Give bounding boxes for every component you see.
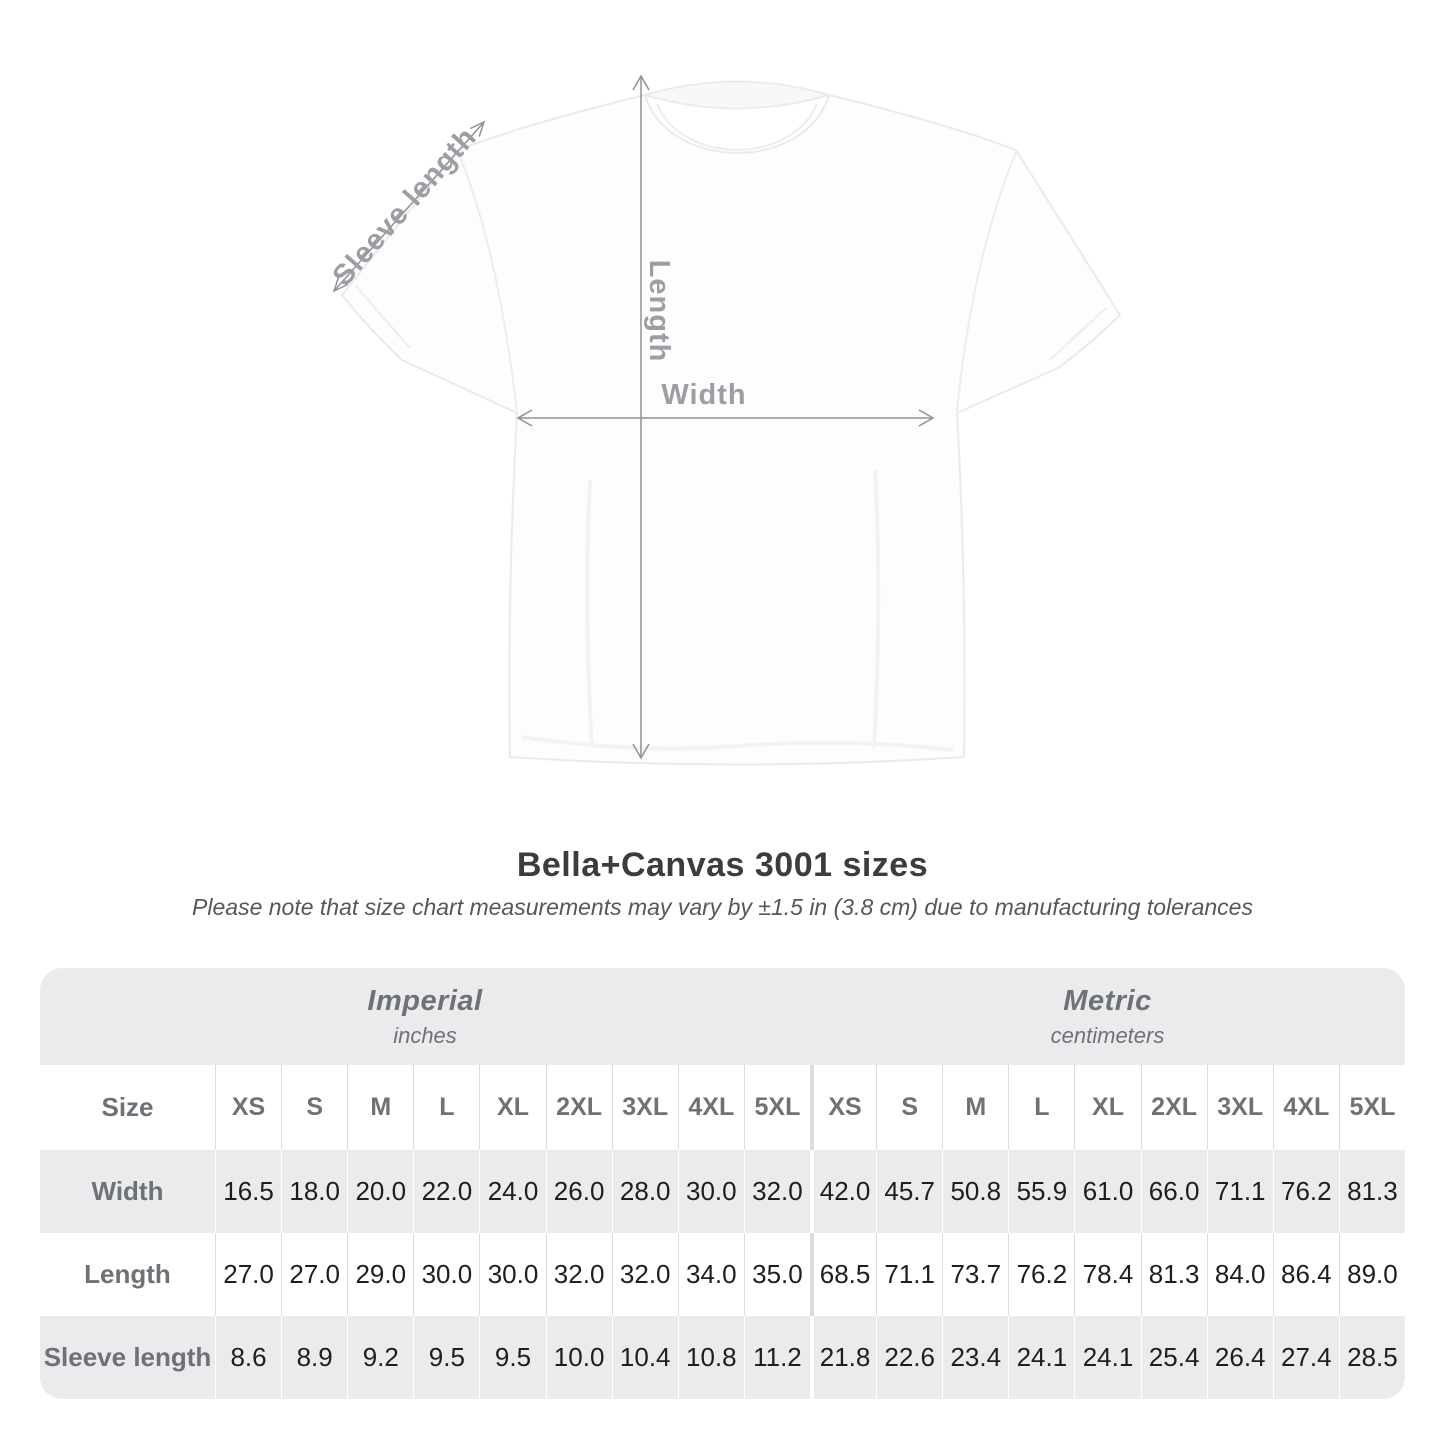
column-header-5xl-imperial: 5XL bbox=[744, 1065, 810, 1150]
cell-length-imperial-4xl: 34.0 bbox=[678, 1233, 744, 1316]
cell-width-metric-4xl: 76.2 bbox=[1273, 1150, 1339, 1233]
cell-sleeve-length-metric-xs: 21.8 bbox=[810, 1316, 876, 1399]
tshirt-outline bbox=[342, 95, 1120, 765]
cell-length-imperial-2xl: 32.0 bbox=[546, 1233, 612, 1316]
cell-sleeve-length-imperial-m: 9.2 bbox=[347, 1316, 413, 1399]
cell-width-metric-3xl: 71.1 bbox=[1207, 1150, 1273, 1233]
column-header-3xl-imperial: 3XL bbox=[612, 1065, 678, 1150]
cell-width-metric-2xl: 66.0 bbox=[1141, 1150, 1207, 1233]
column-header-xl-metric: XL bbox=[1074, 1065, 1140, 1150]
cell-sleeve-length-metric-4xl: 27.4 bbox=[1273, 1316, 1339, 1399]
cell-width-imperial-m: 20.0 bbox=[347, 1150, 413, 1233]
cell-sleeve-length-metric-5xl: 28.5 bbox=[1339, 1316, 1405, 1399]
cell-sleeve-length-imperial-xs: 8.6 bbox=[215, 1316, 281, 1399]
group-unit: centimeters bbox=[1050, 1022, 1165, 1048]
row-label-length: Length bbox=[84, 1259, 171, 1289]
cell-length-metric-5xl: 89.0 bbox=[1339, 1233, 1405, 1316]
cell-sleeve-length-metric-2xl: 25.4 bbox=[1141, 1316, 1207, 1399]
tolerance-note: Please note that size chart measurements may vary by ±1.5 in (3.8 cm) due to manufacturing tolerances bbox=[192, 894, 1253, 920]
group-unit: inches bbox=[393, 1022, 457, 1048]
length-label: Length bbox=[642, 259, 675, 363]
cell-width-imperial-2xl: 26.0 bbox=[546, 1150, 612, 1233]
cell-sleeve-length-metric-l: 24.1 bbox=[1008, 1316, 1074, 1399]
cell-length-metric-xs: 68.5 bbox=[810, 1233, 876, 1316]
cell-width-metric-5xl: 81.3 bbox=[1339, 1150, 1405, 1233]
group-label: Metric bbox=[1063, 984, 1152, 1017]
cell-length-imperial-m: 29.0 bbox=[347, 1233, 413, 1316]
cell-width-imperial-3xl: 28.0 bbox=[612, 1150, 678, 1233]
column-header-xl-imperial: XL bbox=[479, 1065, 545, 1150]
cell-length-metric-3xl: 84.0 bbox=[1207, 1233, 1273, 1316]
cell-length-imperial-5xl: 35.0 bbox=[744, 1233, 810, 1316]
width-label: Width bbox=[661, 379, 747, 411]
column-header-2xl-imperial: 2XL bbox=[546, 1065, 612, 1150]
column-header-m-imperial: M bbox=[347, 1065, 413, 1150]
corner-header-size: Size bbox=[101, 1092, 154, 1122]
cell-width-imperial-5xl: 32.0 bbox=[744, 1150, 810, 1233]
cell-sleeve-length-imperial-4xl: 10.8 bbox=[678, 1316, 744, 1399]
cell-sleeve-length-imperial-5xl: 11.2 bbox=[744, 1316, 810, 1399]
cell-sleeve-length-imperial-s: 8.9 bbox=[281, 1316, 347, 1399]
row-label-width: Width bbox=[40, 1150, 215, 1233]
cell-width-metric-xs: 42.0 bbox=[810, 1150, 876, 1233]
cell-width-imperial-xl: 24.0 bbox=[479, 1150, 545, 1233]
group-header-metric bbox=[810, 968, 1405, 1065]
cell-width-imperial-l: 22.0 bbox=[413, 1150, 479, 1233]
column-header-4xl-imperial: 4XL bbox=[678, 1065, 744, 1150]
cell-length-imperial-xs: 27.0 bbox=[215, 1233, 281, 1316]
cell-length-imperial-l: 30.0 bbox=[413, 1233, 479, 1316]
cell-length-imperial-s: 27.0 bbox=[281, 1233, 347, 1316]
cell-width-imperial-xs: 16.5 bbox=[215, 1150, 281, 1233]
cell-sleeve-length-imperial-3xl: 10.4 bbox=[612, 1316, 678, 1399]
sleeve-length-label: Sleeve length bbox=[326, 121, 484, 293]
cell-sleeve-length-metric-3xl: 26.4 bbox=[1207, 1316, 1273, 1399]
group-header-imperial bbox=[40, 968, 810, 1065]
collar-back bbox=[645, 82, 829, 109]
cell-length-metric-s: 71.1 bbox=[876, 1233, 942, 1316]
cell-sleeve-length-imperial-l: 9.5 bbox=[413, 1316, 479, 1399]
cell-sleeve-length-metric-xl: 24.1 bbox=[1074, 1316, 1140, 1399]
column-header-3xl-metric: 3XL bbox=[1207, 1065, 1273, 1150]
cell-length-imperial-3xl: 32.0 bbox=[612, 1233, 678, 1316]
cell-length-metric-m: 73.7 bbox=[942, 1233, 1008, 1316]
column-header-5xl-metric: 5XL bbox=[1339, 1065, 1405, 1150]
cell-sleeve-length-metric-s: 22.6 bbox=[876, 1316, 942, 1399]
cell-sleeve-length-imperial-xl: 9.5 bbox=[479, 1316, 545, 1399]
cell-sleeve-length-imperial-2xl: 10.0 bbox=[546, 1316, 612, 1399]
cell-length-metric-xl: 78.4 bbox=[1074, 1233, 1140, 1316]
column-header-l-imperial: L bbox=[413, 1065, 479, 1150]
column-header-s-metric: S bbox=[876, 1065, 942, 1150]
cell-length-metric-2xl: 81.3 bbox=[1141, 1233, 1207, 1316]
column-header-s-imperial: S bbox=[281, 1065, 347, 1150]
cell-length-metric-l: 76.2 bbox=[1008, 1233, 1074, 1316]
cell-width-imperial-s: 18.0 bbox=[281, 1150, 347, 1233]
column-header-m-metric: M bbox=[942, 1065, 1008, 1150]
cell-width-metric-s: 45.7 bbox=[876, 1150, 942, 1233]
column-header-xs-metric: XS bbox=[810, 1065, 876, 1150]
cell-width-metric-l: 55.9 bbox=[1008, 1150, 1074, 1233]
size-table bbox=[40, 968, 1405, 1399]
cell-length-metric-4xl: 86.4 bbox=[1273, 1233, 1339, 1316]
cell-width-metric-xl: 61.0 bbox=[1074, 1150, 1140, 1233]
column-header-2xl-metric: 2XL bbox=[1141, 1065, 1207, 1150]
group-label: Imperial bbox=[367, 984, 483, 1017]
cell-width-metric-m: 50.8 bbox=[942, 1150, 1008, 1233]
column-header-l-metric: L bbox=[1008, 1065, 1074, 1150]
cell-length-imperial-xl: 30.0 bbox=[479, 1233, 545, 1316]
column-header-4xl-metric: 4XL bbox=[1273, 1065, 1339, 1150]
row-label-sleeve-length: Sleeve length bbox=[40, 1316, 215, 1399]
column-header-xs-imperial: XS bbox=[215, 1065, 281, 1150]
cell-sleeve-length-metric-m: 23.4 bbox=[942, 1316, 1008, 1399]
cell-width-imperial-4xl: 30.0 bbox=[678, 1150, 744, 1233]
page-title: Bella+Canvas 3001 sizes bbox=[516, 846, 929, 884]
title-block bbox=[0, 846, 1445, 921]
